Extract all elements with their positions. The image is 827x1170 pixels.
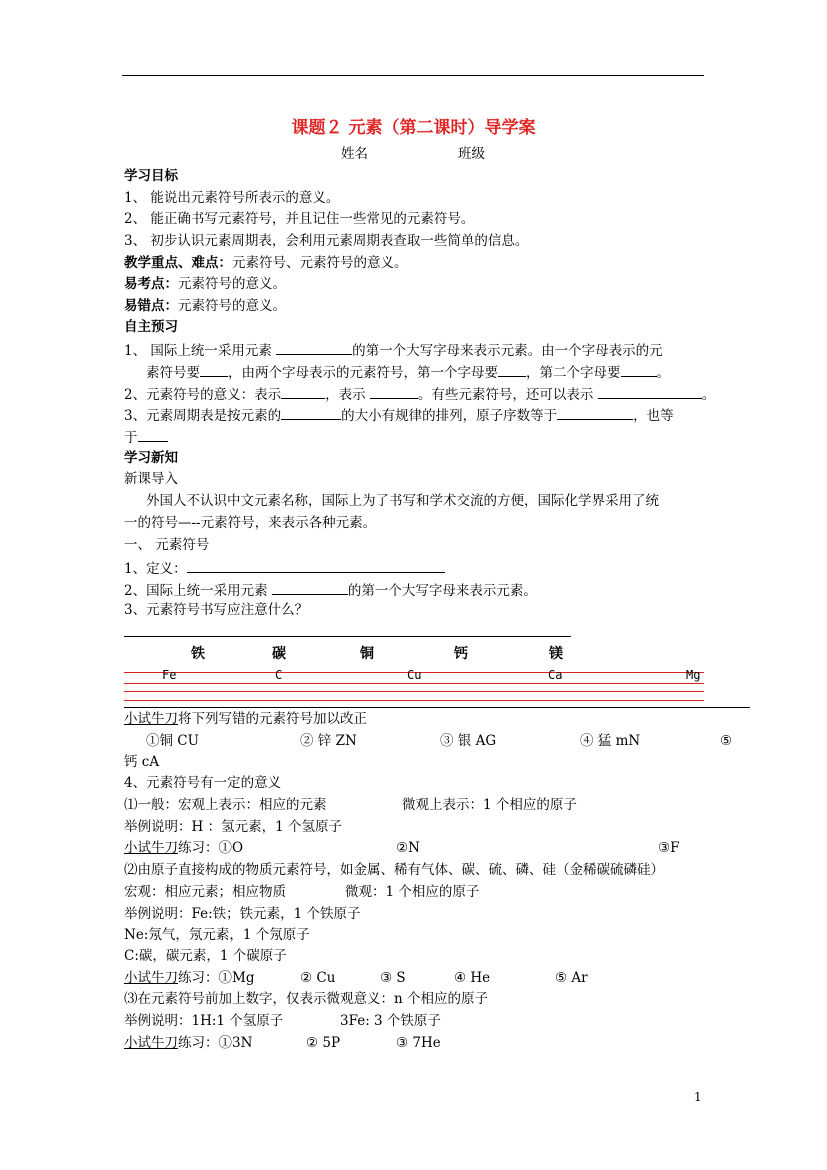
key-points-text: 元素符号、元素符号的意义。	[232, 255, 408, 271]
practice-2	[124, 839, 243, 857]
practice-1	[124, 710, 367, 728]
goal-item: 2、 能正确书写元素符号，并且记住一些常见的元素符号。	[124, 211, 475, 227]
rule-line	[124, 580, 537, 600]
element-name: 碳	[272, 646, 286, 662]
preview-q3-text: 3、元素周期表是按元素的	[124, 408, 282, 424]
element-symbol: Mg	[686, 668, 701, 682]
example-line: 举例说明：Fe:铁；铁元素，1 个铁原子	[124, 906, 361, 922]
answer-blank[interactable]	[370, 384, 418, 399]
answer-blank[interactable]	[598, 384, 702, 399]
element-symbol: Ca	[548, 668, 563, 682]
example-line: 举例说明：1H:1 个氢原子	[124, 1013, 284, 1029]
practice-item: ② 5P	[306, 1035, 341, 1051]
rule-text: 2、国际上统一采用元素	[124, 583, 272, 599]
easy-error	[124, 297, 286, 315]
class-label: 班级	[458, 146, 485, 162]
preview-q1-text: 。	[656, 365, 670, 381]
preview-q1-text: 1、 国际上统一采用元素	[124, 343, 277, 359]
practice-item: ⑤	[720, 733, 733, 749]
definition-line	[124, 558, 445, 578]
example-line: 3Fe: 3 个铁原子	[340, 1013, 441, 1029]
preview-heading: 自主预习	[124, 319, 178, 335]
practice-item: ③ 7He	[396, 1035, 441, 1051]
page-title: 课题２ 元素（第二课时）导学案	[291, 118, 536, 138]
element-symbol: C	[275, 668, 283, 682]
answer-blank[interactable]	[138, 427, 168, 442]
preview-q1-text: 素符号要	[146, 365, 200, 381]
meaning-micro: 微观：1 个相应的原子	[345, 884, 480, 900]
preview-q3-cont	[124, 427, 168, 447]
preview-q3-text: ，也等	[633, 408, 674, 424]
practice-label: 小试牛刀	[124, 840, 178, 856]
preview-q1-cont	[146, 362, 670, 382]
practice-3	[124, 969, 254, 987]
example-line: 举例说明：H ：氢元素，1 个氢原子	[124, 819, 342, 835]
preview-q2-text: 。	[701, 387, 716, 403]
meaning-number: ⑶在元素符号前加上数字，仅表示微观意义：n 个相应的原子	[124, 991, 488, 1007]
easy-error-label: 易错点：	[124, 298, 178, 314]
intro-paragraph: 外国人不认识中文元素名称，国际上为了书写和学术交流的方便，国际化学界采用了统	[146, 493, 659, 509]
easy-error-text: 元素符号的意义。	[178, 298, 286, 314]
meaning-macro: 宏观：相应元素；相应物质	[124, 884, 286, 900]
new-knowledge-heading: 学习新知	[124, 450, 178, 466]
meaning-general: ⑴一般：宏观上表示：相应的元素	[124, 797, 327, 813]
goal-item: 1、 能说出元素符号所表示的意义。	[124, 190, 340, 206]
answer-blank[interactable]	[281, 405, 341, 420]
element-symbol: Fe	[162, 668, 177, 682]
practice-4	[124, 1034, 252, 1052]
easy-test-label: 易考点：	[124, 276, 178, 292]
meaning-heading: 4、元素符号有一定的意义	[124, 775, 282, 791]
key-points	[124, 254, 408, 272]
header-rule	[122, 75, 704, 76]
answer-blank[interactable]	[200, 362, 228, 377]
practice-item: ④ 猛 mN	[580, 733, 641, 749]
intro-paragraph: 一的符号—--元素符号，来表示各种元素。	[124, 515, 377, 531]
practice-item: ② Cu	[300, 970, 336, 986]
practice-text: 练习：①Mg	[178, 970, 255, 986]
practice-text: 将下列写错的元素符号加以改正	[178, 711, 367, 727]
meaning-atomic: ⑵由原子直接构成的物质元素符号，如金属、稀有气体、碳、硫、磷、硅（金稀碳硫磷硅）	[124, 862, 664, 878]
writing-guide-line	[124, 700, 704, 701]
answer-blank[interactable]	[498, 362, 526, 377]
page-number: 1	[694, 1090, 702, 1104]
practice-item: ③ 银 AG	[440, 733, 497, 749]
preview-q1-text: ，由两个字母表示的元素符号，第一个字母要	[228, 365, 498, 381]
practice-text: 练习：①3N	[178, 1035, 253, 1051]
practice-item: 钙 cA	[124, 754, 160, 770]
preview-q1-text: 的第一个大写字母来表示元素。由一个字母表示的元	[352, 343, 663, 359]
practice-item: ⑤ Ar	[555, 970, 588, 986]
preview-q2	[124, 384, 715, 404]
practice-item: ③F	[658, 840, 680, 856]
preview-q2-text: 。有些元素符号，还可以表示	[417, 387, 598, 403]
practice-label: 小试牛刀	[124, 1035, 178, 1051]
element-name: 铜	[360, 646, 374, 662]
preview-q1	[124, 340, 663, 360]
practice-item: ②N	[396, 840, 420, 856]
element-name: 镁	[549, 646, 563, 662]
element-symbol: Cu	[407, 668, 422, 682]
grid-rule	[124, 636, 571, 637]
practice-item: ② 锌 ZN	[300, 733, 357, 749]
writing-guide-line	[124, 691, 704, 692]
example-line: C:碳，碳元素，1 个碳原子	[124, 948, 287, 964]
preview-q1-text: ，第二个字母要	[526, 365, 621, 381]
preview-q3-text: 的大小有规律的排列，原子序数等于	[341, 408, 558, 424]
writing-guide-line	[124, 683, 704, 684]
practice-item: ①铜 CU	[146, 733, 199, 749]
easy-test-text: 元素符号的意义。	[178, 276, 286, 292]
intro-label: 新课导入	[124, 471, 178, 487]
practice-text: 练习：①O	[178, 840, 244, 856]
preview-q3-text: 于	[124, 430, 138, 446]
practice-label: 小试牛刀	[124, 711, 178, 727]
notice-question: 3、元素符号书写应注意什么？	[124, 602, 309, 618]
meaning-general: 微观上表示：1 个相应的原子	[402, 797, 577, 813]
answer-blank[interactable]	[281, 384, 325, 399]
preview-q3	[124, 405, 674, 425]
goal-item: 3、 初步认识元素周期表，会利用元素周期表查取一些简单的信息。	[124, 233, 529, 249]
answer-blank[interactable]	[557, 405, 633, 420]
answer-blank[interactable]	[187, 558, 445, 573]
section-heading: 一、 元素符号	[124, 537, 210, 553]
name-label: 姓名	[341, 146, 368, 162]
answer-blank[interactable]	[272, 580, 348, 595]
definition-label: 1、定义：	[124, 561, 187, 577]
preview-q2-text: 2、元素符号的意义：表示	[124, 387, 282, 403]
practice-item: ④ He	[454, 970, 491, 986]
goals-heading: 学习目标	[124, 168, 178, 184]
practice-item: ③ S	[380, 970, 406, 986]
grid-rule	[124, 707, 750, 708]
answer-blank[interactable]	[621, 362, 657, 377]
element-name: 铁	[191, 646, 205, 662]
practice-label: 小试牛刀	[124, 970, 178, 986]
key-points-label: 教学重点、难点：	[124, 255, 232, 271]
element-name: 钙	[454, 646, 468, 662]
example-line: Ne:氖气，氖元素，1 个氖原子	[124, 927, 310, 943]
rule-text: 的第一个大写字母来表示元素。	[347, 583, 537, 599]
preview-q2-text: ，表示	[325, 387, 370, 403]
easy-test	[124, 275, 286, 293]
answer-blank[interactable]	[276, 340, 352, 355]
